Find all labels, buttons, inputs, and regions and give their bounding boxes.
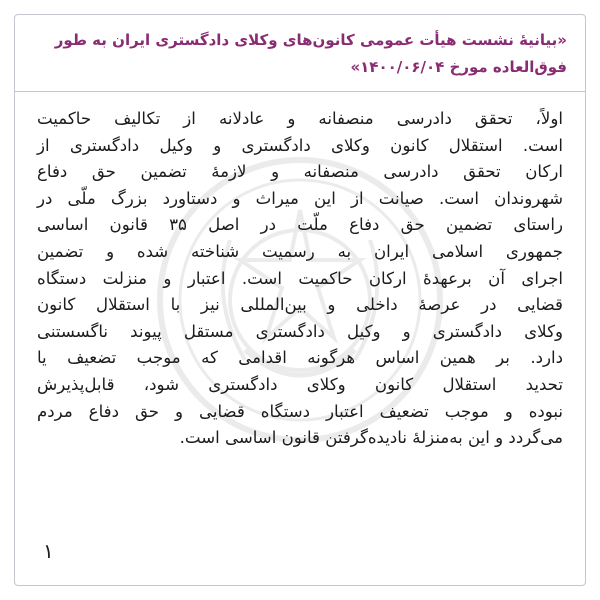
statement-body	[15, 92, 585, 452]
body-line: شهروندان است. صیانت از این میراث و دستاورد بزرگ ملّی در	[37, 188, 563, 208]
body-line: است. استقلال کانون وکلای دادگستری و وکیل دادگستری از	[37, 135, 563, 155]
body-line: جمهوری اسلامی ایران به رسمیت شناخته شده و تضمین	[37, 241, 563, 261]
body-line: نبوده و موجب تضعیف اعتبار دستگاه قضایی و حق دفاع مردم	[37, 401, 563, 421]
body-line: اجرای آن برعهدهٔ ارکان حاکمیت است. اعتبار و منزلت دستگاه	[37, 268, 563, 288]
statement-header	[15, 15, 585, 81]
body-line: وکلای دادگستری و وکیل دادگستری مستقل پیوند ناگسستنی	[37, 321, 563, 341]
body-line: اولاً، تحقق دادرسی منصفانه و عادلانه از تکالیف حاکمیت	[37, 109, 563, 128]
body-line: راستای تضمین حق دفاع ملّت در اصل ۳۵ قانون اساسی	[37, 215, 563, 235]
body-line: تحدید استقلال کانون وکلای دادگستری شود، قابل‌پذیرش	[37, 374, 563, 394]
body-line: قضایی در عرصهٔ داخلی و بین‌المللی نیز با استقلال کانون	[37, 295, 563, 315]
statement-frame	[14, 14, 586, 586]
body-line: می‌گردد و این به‌منزلهٔ نادیده‌گرفتن قانون اساسی است.	[179, 428, 563, 448]
body-line: ارکان تحقق دادرسی منصفانه و لازمهٔ تضمین حق دفاع	[37, 162, 563, 182]
page-number: ۱	[43, 539, 54, 563]
body-line: دارد. بر همین اساس هرگونه اقدامی که موجب تضعیف یا	[37, 348, 563, 368]
header-title-line: «بیانیهٔ نشست هیأت عمومی کانون‌های وکلای دادگستری ایران به طور	[54, 31, 567, 49]
header-title-line: فوق‌العاده مورخ ۱۴۰۰/۰۶/۰۴»	[350, 58, 567, 76]
